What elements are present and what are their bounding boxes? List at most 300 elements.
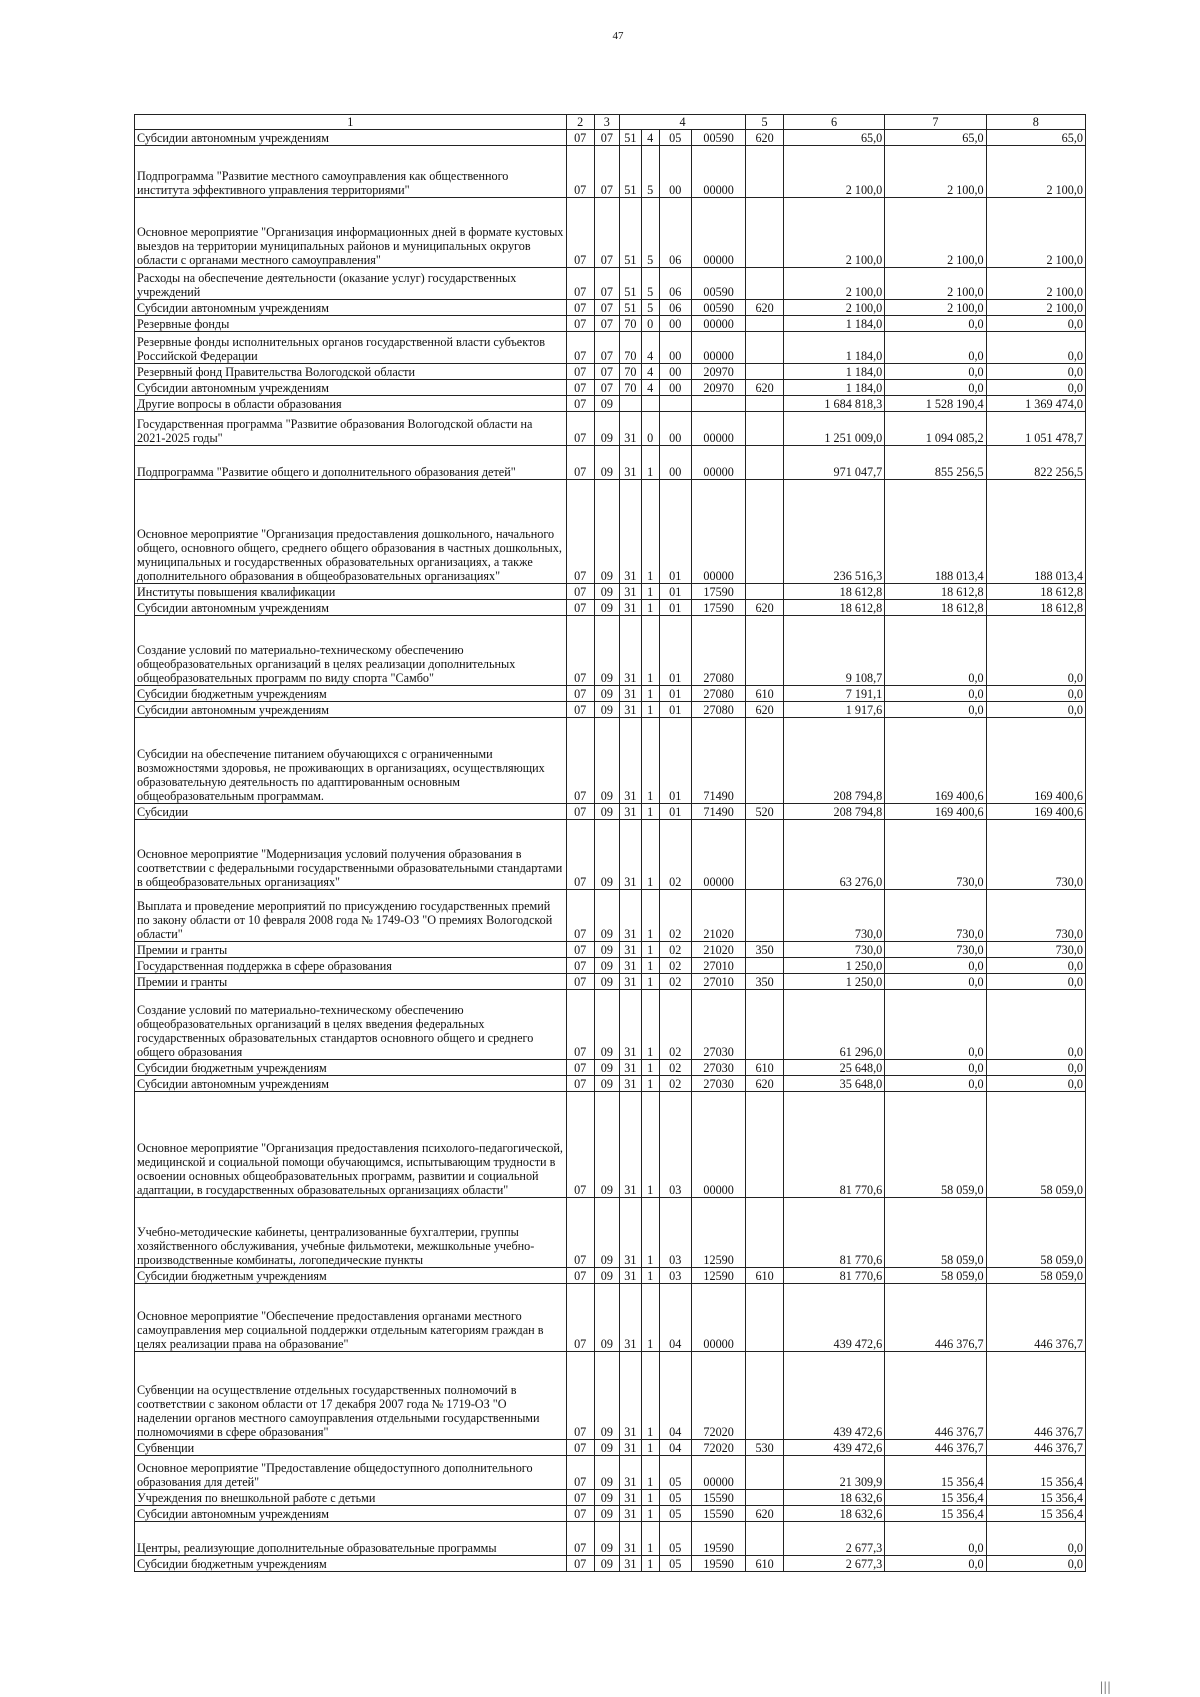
row-value-col7: 0,0 — [885, 1556, 986, 1572]
row-code-section: 07 — [566, 584, 594, 600]
row-code-event: 02 — [659, 942, 691, 958]
table-row — [135, 804, 1086, 820]
row-code-expense-type — [746, 1522, 784, 1556]
row-value-col7: 1 528 190,4 — [885, 396, 986, 412]
row-value-col7: 0,0 — [885, 974, 986, 990]
row-value-col6: 35 648,0 — [783, 1076, 884, 1092]
table-row — [135, 1506, 1086, 1522]
row-value-col7: 0,0 — [885, 990, 986, 1060]
row-code-expense-type — [746, 332, 784, 364]
header-col-8: 8 — [986, 115, 1085, 130]
table-row — [135, 480, 1086, 584]
row-code-direction: 21020 — [691, 890, 745, 942]
row-code-subsection: 09 — [594, 396, 619, 412]
row-code-direction: 00590 — [691, 130, 745, 146]
row-code-subsection: 09 — [594, 480, 619, 584]
row-code-program: 31 — [619, 942, 641, 958]
row-code-section: 07 — [566, 958, 594, 974]
row-code-event: 04 — [659, 1284, 691, 1352]
row-code-subprogram: 1 — [641, 584, 659, 600]
row-code-program: 31 — [619, 718, 641, 804]
row-code-subprogram: 1 — [641, 804, 659, 820]
table-row — [135, 1076, 1086, 1092]
header-col-2: 2 — [566, 115, 594, 130]
row-code-direction: 20970 — [691, 380, 745, 396]
row-value-col7: 2 100,0 — [885, 146, 986, 198]
row-code-section: 07 — [566, 1440, 594, 1456]
row-value-col7: 15 356,4 — [885, 1506, 986, 1522]
row-value-col8: 0,0 — [986, 1556, 1085, 1572]
row-value-col8: 0,0 — [986, 1522, 1085, 1556]
row-code-event: 05 — [659, 1506, 691, 1522]
row-code-expense-type: 610 — [746, 1060, 784, 1076]
row-code-subsection: 09 — [594, 686, 619, 702]
row-value-col8: 2 100,0 — [986, 146, 1085, 198]
row-code-direction: 19590 — [691, 1556, 745, 1572]
row-value-col7: 730,0 — [885, 820, 986, 890]
row-value-col7: 2 100,0 — [885, 268, 986, 300]
row-value-col8: 0,0 — [986, 686, 1085, 702]
row-code-subsection: 09 — [594, 820, 619, 890]
row-code-expense-type: 620 — [746, 130, 784, 146]
row-code-event: 05 — [659, 130, 691, 146]
row-value-col8: 0,0 — [986, 616, 1085, 686]
row-code-section: 07 — [566, 1522, 594, 1556]
row-value-col8: 0,0 — [986, 364, 1085, 380]
row-value-col8: 169 400,6 — [986, 718, 1085, 804]
row-value-col7: 18 612,8 — [885, 584, 986, 600]
table-row — [135, 130, 1086, 146]
row-code-section: 07 — [566, 146, 594, 198]
row-value-col6: 7 191,1 — [783, 686, 884, 702]
row-code-subsection: 09 — [594, 600, 619, 616]
row-code-event: 05 — [659, 1556, 691, 1572]
row-code-program: 31 — [619, 1522, 641, 1556]
row-value-col6: 61 296,0 — [783, 990, 884, 1060]
row-code-direction: 27080 — [691, 702, 745, 718]
row-code-direction: 27030 — [691, 1076, 745, 1092]
row-value-col6: 18 632,6 — [783, 1506, 884, 1522]
table-row — [135, 958, 1086, 974]
page-number: 47 — [612, 30, 624, 42]
row-code-program: 51 — [619, 146, 641, 198]
row-code-subsection: 09 — [594, 1522, 619, 1556]
row-code-section: 07 — [566, 616, 594, 686]
row-value-col6: 439 472,6 — [783, 1352, 884, 1440]
row-code-subprogram: 1 — [641, 616, 659, 686]
row-code-direction: 20970 — [691, 364, 745, 380]
row-name: Институты повышения квалификации — [135, 584, 567, 600]
row-value-col7: 0,0 — [885, 1076, 986, 1092]
row-name: Учреждения по внешкольной работе с детьми — [135, 1490, 567, 1506]
row-code-expense-type — [746, 1490, 784, 1506]
row-code-program: 31 — [619, 702, 641, 718]
row-code-subprogram: 0 — [641, 412, 659, 446]
row-value-col6: 1 251 009,0 — [783, 412, 884, 446]
row-name: Основное мероприятие "Предоставление общедоступного дополнительного образования для детей" — [135, 1456, 567, 1490]
row-name: Субсидии автономным учреждениям — [135, 1506, 567, 1522]
header-col-6: 6 — [783, 115, 884, 130]
row-code-event: 00 — [659, 380, 691, 396]
table-row — [135, 686, 1086, 702]
row-code-subprogram: 4 — [641, 380, 659, 396]
table-row — [135, 1456, 1086, 1490]
table-row — [135, 146, 1086, 198]
row-code-section: 07 — [566, 1490, 594, 1506]
row-code-event: 06 — [659, 300, 691, 316]
row-code-section: 07 — [566, 268, 594, 300]
row-code-expense-type — [746, 1092, 784, 1198]
row-value-col8: 0,0 — [986, 316, 1085, 332]
row-value-col6: 439 472,6 — [783, 1284, 884, 1352]
row-value-col7: 58 059,0 — [885, 1092, 986, 1198]
row-code-subprogram: 4 — [641, 332, 659, 364]
row-code-expense-type — [746, 412, 784, 446]
table-row — [135, 718, 1086, 804]
table-row — [135, 300, 1086, 316]
row-value-col8: 730,0 — [986, 820, 1085, 890]
row-name: Основное мероприятие "Организация предоставления дошкольного, начального общего, основного общего, среднего общего образования в частных дошкольных, муниципальных и государственных образовательных организациях, а также дополнительного образования в общеобразовательных организациях" — [135, 480, 567, 584]
row-value-col7: 0,0 — [885, 686, 986, 702]
scan-artifact-mark: ||| — [1100, 1680, 1112, 1695]
row-code-section: 07 — [566, 990, 594, 1060]
row-code-expense-type — [746, 268, 784, 300]
table-row — [135, 702, 1086, 718]
row-value-col7: 0,0 — [885, 702, 986, 718]
row-code-event: 03 — [659, 1268, 691, 1284]
row-value-col8: 0,0 — [986, 974, 1085, 990]
row-code-direction: 27030 — [691, 1060, 745, 1076]
row-code-program: 51 — [619, 130, 641, 146]
row-name: Субсидии автономным учреждениям — [135, 300, 567, 316]
row-code-section: 07 — [566, 396, 594, 412]
row-code-section: 07 — [566, 1556, 594, 1572]
row-code-section: 07 — [566, 600, 594, 616]
row-code-program: 51 — [619, 268, 641, 300]
row-code-direction: 00000 — [691, 316, 745, 332]
row-code-section: 07 — [566, 942, 594, 958]
row-value-col7: 446 376,7 — [885, 1440, 986, 1456]
row-code-expense-type — [746, 198, 784, 268]
row-code-expense-type — [746, 1352, 784, 1440]
row-value-col7: 0,0 — [885, 316, 986, 332]
row-code-direction: 19590 — [691, 1522, 745, 1556]
row-code-expense-type — [746, 364, 784, 380]
row-code-section: 07 — [566, 1284, 594, 1352]
row-code-expense-type: 620 — [746, 1506, 784, 1522]
row-value-col7: 188 013,4 — [885, 480, 986, 584]
row-code-subprogram: 5 — [641, 300, 659, 316]
row-code-subsection: 09 — [594, 890, 619, 942]
row-code-direction: 00590 — [691, 300, 745, 316]
table-row — [135, 616, 1086, 686]
row-value-col8: 169 400,6 — [986, 804, 1085, 820]
table-row — [135, 1198, 1086, 1268]
row-code-event: 00 — [659, 412, 691, 446]
row-code-subprogram: 1 — [641, 990, 659, 1060]
row-value-col8: 15 356,4 — [986, 1456, 1085, 1490]
row-code-event — [659, 396, 691, 412]
row-code-subsection: 09 — [594, 1060, 619, 1076]
row-code-event: 01 — [659, 804, 691, 820]
row-code-expense-type — [746, 616, 784, 686]
row-code-event: 01 — [659, 686, 691, 702]
row-code-section: 07 — [566, 480, 594, 584]
row-code-event: 01 — [659, 480, 691, 584]
row-code-subsection: 09 — [594, 718, 619, 804]
row-value-col6: 65,0 — [783, 130, 884, 146]
row-code-subsection: 09 — [594, 942, 619, 958]
row-value-col6: 2 100,0 — [783, 268, 884, 300]
row-value-col6: 9 108,7 — [783, 616, 884, 686]
row-name: Резервные фонды — [135, 316, 567, 332]
row-code-event: 02 — [659, 820, 691, 890]
row-code-event: 04 — [659, 1352, 691, 1440]
row-code-section: 07 — [566, 130, 594, 146]
row-code-subprogram: 1 — [641, 1092, 659, 1198]
row-code-expense-type — [746, 1456, 784, 1490]
row-code-subsection: 09 — [594, 804, 619, 820]
row-value-col6: 1 684 818,3 — [783, 396, 884, 412]
row-code-section: 07 — [566, 974, 594, 990]
table-row — [135, 316, 1086, 332]
row-code-event: 06 — [659, 198, 691, 268]
row-value-col6: 236 516,3 — [783, 480, 884, 584]
row-code-subsection: 09 — [594, 1556, 619, 1572]
row-code-expense-type: 530 — [746, 1440, 784, 1456]
row-name: Государственная поддержка в сфере образования — [135, 958, 567, 974]
row-code-expense-type — [746, 1198, 784, 1268]
table-row — [135, 446, 1086, 480]
row-name: Основное мероприятие "Организация информационных дней в формате кустовых выездов на территории муниципальных районов и муниципальных округов области с органами местного самоуправления" — [135, 198, 567, 268]
row-code-program: 70 — [619, 364, 641, 380]
row-code-program: 51 — [619, 300, 641, 316]
row-value-col6: 439 472,6 — [783, 1440, 884, 1456]
row-value-col8: 446 376,7 — [986, 1440, 1085, 1456]
row-value-col7: 18 612,8 — [885, 600, 986, 616]
row-code-section: 07 — [566, 1456, 594, 1490]
row-code-direction: 00000 — [691, 1092, 745, 1198]
row-code-subsection: 09 — [594, 974, 619, 990]
row-name: Субсидии бюджетным учреждениям — [135, 1556, 567, 1572]
row-code-program: 31 — [619, 600, 641, 616]
row-code-event: 02 — [659, 1060, 691, 1076]
row-name: Подпрограмма "Развитие общего и дополнительного образования детей" — [135, 446, 567, 480]
row-name: Резервный фонд Правительства Вологодской области — [135, 364, 567, 380]
row-value-col8: 58 059,0 — [986, 1268, 1085, 1284]
row-code-program: 31 — [619, 1352, 641, 1440]
row-code-subprogram: 1 — [641, 1352, 659, 1440]
row-code-program: 31 — [619, 1456, 641, 1490]
table-body — [135, 115, 1086, 1572]
row-code-event: 02 — [659, 974, 691, 990]
row-value-col7: 15 356,4 — [885, 1490, 986, 1506]
row-value-col7: 169 400,6 — [885, 804, 986, 820]
row-code-program: 31 — [619, 446, 641, 480]
row-code-subprogram: 1 — [641, 1060, 659, 1076]
row-code-program: 31 — [619, 1076, 641, 1092]
row-code-direction: 00000 — [691, 1284, 745, 1352]
row-code-subprogram: 1 — [641, 1440, 659, 1456]
row-code-subprogram: 1 — [641, 446, 659, 480]
row-value-col6: 1 184,0 — [783, 364, 884, 380]
row-code-program — [619, 396, 641, 412]
row-name: Создание условий по материально-техническому обеспечению общеобразовательных организаций в целях введения федеральных государственных образовательных стандартов основного общего и среднего общего образования — [135, 990, 567, 1060]
row-name: Субсидии автономным учреждениям — [135, 1076, 567, 1092]
row-name: Премии и гранты — [135, 942, 567, 958]
row-code-event: 01 — [659, 702, 691, 718]
row-code-subprogram — [641, 396, 659, 412]
row-code-subprogram: 4 — [641, 130, 659, 146]
table-row — [135, 364, 1086, 380]
row-code-expense-type — [746, 820, 784, 890]
row-code-subprogram: 1 — [641, 1284, 659, 1352]
row-code-section: 07 — [566, 890, 594, 942]
row-code-direction: 71490 — [691, 718, 745, 804]
row-code-subprogram: 1 — [641, 1522, 659, 1556]
row-code-subprogram: 1 — [641, 974, 659, 990]
row-code-program: 31 — [619, 1198, 641, 1268]
row-value-col8: 2 100,0 — [986, 300, 1085, 316]
row-code-program: 70 — [619, 380, 641, 396]
row-code-section: 07 — [566, 1060, 594, 1076]
table-row — [135, 380, 1086, 396]
row-code-expense-type — [746, 396, 784, 412]
row-code-direction: 12590 — [691, 1268, 745, 1284]
row-code-subsection: 09 — [594, 1092, 619, 1198]
row-value-col6: 18 632,6 — [783, 1490, 884, 1506]
row-value-col6: 1 917,6 — [783, 702, 884, 718]
row-code-subprogram: 5 — [641, 268, 659, 300]
row-value-col8: 0,0 — [986, 990, 1085, 1060]
row-code-direction: 72020 — [691, 1440, 745, 1456]
row-value-col6: 21 309,9 — [783, 1456, 884, 1490]
row-value-col7: 65,0 — [885, 130, 986, 146]
row-code-subprogram: 1 — [641, 1506, 659, 1522]
row-name: Другие вопросы в области образования — [135, 396, 567, 412]
row-code-program: 31 — [619, 804, 641, 820]
row-code-subsection: 07 — [594, 198, 619, 268]
row-value-col7: 446 376,7 — [885, 1284, 986, 1352]
row-value-col6: 18 612,8 — [783, 584, 884, 600]
row-code-program: 70 — [619, 332, 641, 364]
row-value-col8: 0,0 — [986, 702, 1085, 718]
header-col-3: 3 — [594, 115, 619, 130]
row-code-event: 02 — [659, 890, 691, 942]
row-code-section: 07 — [566, 1506, 594, 1522]
table-row — [135, 584, 1086, 600]
row-code-expense-type: 350 — [746, 942, 784, 958]
row-code-expense-type: 520 — [746, 804, 784, 820]
row-code-subprogram: 0 — [641, 316, 659, 332]
row-code-direction: 72020 — [691, 1352, 745, 1440]
row-code-subsection: 09 — [594, 990, 619, 1060]
row-value-col6: 1 250,0 — [783, 958, 884, 974]
row-value-col6: 2 100,0 — [783, 300, 884, 316]
row-value-col6: 81 770,6 — [783, 1268, 884, 1284]
row-code-expense-type — [746, 718, 784, 804]
row-code-subprogram: 4 — [641, 364, 659, 380]
row-code-subprogram: 1 — [641, 820, 659, 890]
row-name: Субсидии автономным учреждениям — [135, 380, 567, 396]
row-value-col6: 1 184,0 — [783, 332, 884, 364]
row-value-col7: 58 059,0 — [885, 1198, 986, 1268]
row-code-section: 07 — [566, 300, 594, 316]
row-code-direction: 00000 — [691, 412, 745, 446]
table-row — [135, 1352, 1086, 1440]
row-code-program: 31 — [619, 1284, 641, 1352]
row-code-subprogram: 1 — [641, 1076, 659, 1092]
row-code-program: 31 — [619, 974, 641, 990]
table-row — [135, 890, 1086, 942]
row-code-section: 07 — [566, 1352, 594, 1440]
row-code-direction: 27010 — [691, 958, 745, 974]
row-code-direction: 12590 — [691, 1198, 745, 1268]
row-name: Субвенции — [135, 1440, 567, 1456]
row-code-event: 00 — [659, 446, 691, 480]
row-value-col7: 1 094 085,2 — [885, 412, 986, 446]
row-code-program: 31 — [619, 958, 641, 974]
row-code-subsection: 07 — [594, 268, 619, 300]
row-code-subsection: 09 — [594, 1198, 619, 1268]
row-code-event: 05 — [659, 1522, 691, 1556]
row-name: Основное мероприятие "Обеспечение предоставления органами местного самоуправления мер социальной поддержки отдельным категориям граждан в целях реализации права на образование" — [135, 1284, 567, 1352]
row-code-subprogram: 1 — [641, 718, 659, 804]
table-row — [135, 1060, 1086, 1076]
row-value-col6: 25 648,0 — [783, 1060, 884, 1076]
row-name: Государственная программа "Развитие образования Вологодской области на 2021-2025 годы" — [135, 412, 567, 446]
row-code-expense-type — [746, 584, 784, 600]
row-value-col8: 0,0 — [986, 332, 1085, 364]
row-code-event: 02 — [659, 958, 691, 974]
row-code-program: 31 — [619, 1268, 641, 1284]
row-code-subsection: 09 — [594, 1440, 619, 1456]
row-code-program: 70 — [619, 316, 641, 332]
row-value-col6: 2 677,3 — [783, 1522, 884, 1556]
row-code-expense-type: 620 — [746, 600, 784, 616]
row-code-section: 07 — [566, 702, 594, 718]
row-value-col6: 2 100,0 — [783, 198, 884, 268]
row-code-program: 31 — [619, 990, 641, 1060]
row-code-subsection: 09 — [594, 446, 619, 480]
row-code-subprogram: 1 — [641, 1456, 659, 1490]
row-value-col7: 0,0 — [885, 380, 986, 396]
row-code-expense-type — [746, 990, 784, 1060]
row-value-col6: 971 047,7 — [783, 446, 884, 480]
row-code-direction: 21020 — [691, 942, 745, 958]
row-value-col8: 2 100,0 — [986, 268, 1085, 300]
row-value-col7: 0,0 — [885, 1060, 986, 1076]
row-code-event: 00 — [659, 316, 691, 332]
row-code-event: 03 — [659, 1092, 691, 1198]
row-code-event: 03 — [659, 1198, 691, 1268]
row-code-direction: 27010 — [691, 974, 745, 990]
row-name: Субсидии бюджетным учреждениям — [135, 1060, 567, 1076]
row-code-program: 31 — [619, 1092, 641, 1198]
row-code-program: 31 — [619, 412, 641, 446]
row-code-expense-type: 620 — [746, 1076, 784, 1092]
row-value-col7: 2 100,0 — [885, 300, 986, 316]
row-code-section: 07 — [566, 412, 594, 446]
row-code-section: 07 — [566, 1198, 594, 1268]
row-code-subprogram: 1 — [641, 942, 659, 958]
row-code-direction: 15590 — [691, 1506, 745, 1522]
row-code-subprogram: 5 — [641, 198, 659, 268]
row-value-col8: 65,0 — [986, 130, 1085, 146]
row-code-subsection: 09 — [594, 1284, 619, 1352]
row-code-event: 01 — [659, 584, 691, 600]
row-code-program: 31 — [619, 616, 641, 686]
